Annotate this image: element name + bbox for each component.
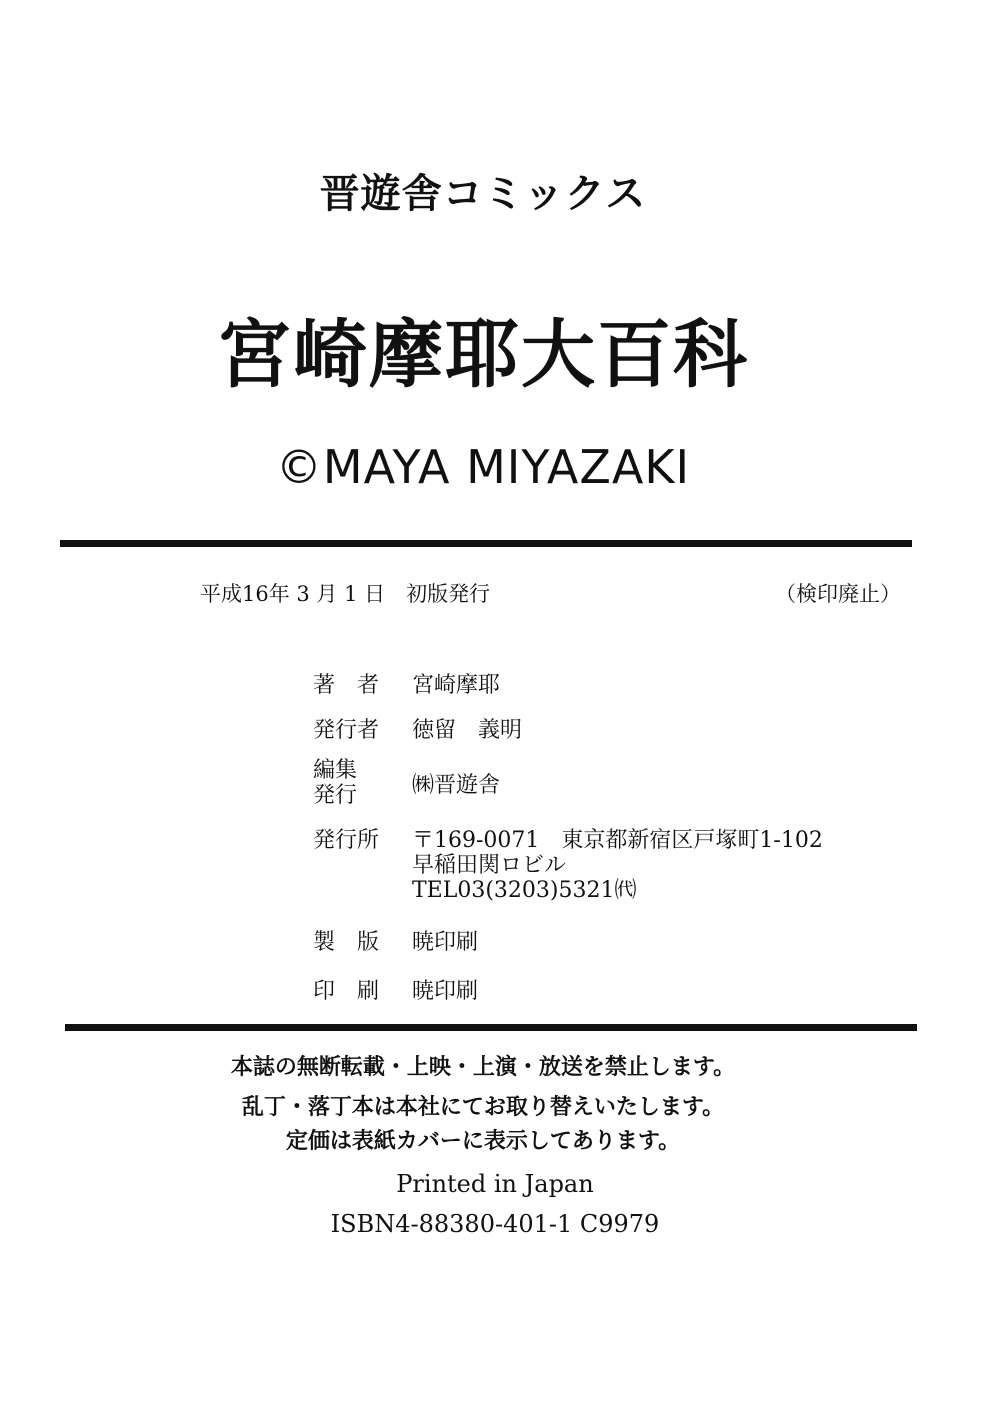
print-label: 印 刷 <box>313 979 380 1004</box>
editor-value: ㈱晋遊舎 <box>412 773 501 798</box>
office-label: 発行所 <box>313 828 380 853</box>
notice-line1: 本誌の無断転載・上映・上演・放送を禁止します。 <box>230 1055 736 1080</box>
top-divider <box>60 540 912 547</box>
bottom-divider <box>65 1024 917 1031</box>
publisher-label: 発行者 <box>313 718 380 743</box>
plate-value: 暁印刷 <box>412 930 479 955</box>
print-value: 暁印刷 <box>412 979 479 1004</box>
editor-label-line1: 編集 <box>313 758 358 783</box>
book-title: 宮崎摩耶大百科 <box>217 312 749 398</box>
seal-notice: （検印廃止） <box>775 582 901 606</box>
address-line2: 早稲田関ロビル <box>412 853 567 878</box>
copyright-notice: ©MAYA MIYAZAKI <box>275 440 691 494</box>
address-line1: 〒169-0071 東京都新宿区戸塚町1-102 <box>412 828 823 853</box>
author-value: 宮崎摩耶 <box>412 673 501 698</box>
editor-label-line2: 発行 <box>313 783 358 808</box>
author-label: 著 者 <box>313 673 380 698</box>
notice-line3: 定価は表紙カバーに表示してあります。 <box>285 1129 681 1154</box>
notice-line2: 乱丁・落丁本は本社にてお取り替えいたします。 <box>241 1095 725 1120</box>
printed-in-japan: Printed in Japan <box>396 1170 594 1198</box>
address-line3: TEL03(3203)5321㈹ <box>412 878 637 903</box>
isbn-code: ISBN4-88380-401-1 C9979 <box>330 1210 660 1238</box>
publisher-value: 徳留 義明 <box>412 718 523 743</box>
editor-label <box>313 758 357 808</box>
series-name: 晋遊舎コミックス <box>319 171 647 217</box>
edition-date: 平成16年 3 月 1 日 初版発行 <box>200 582 491 606</box>
plate-label: 製 版 <box>313 930 380 955</box>
